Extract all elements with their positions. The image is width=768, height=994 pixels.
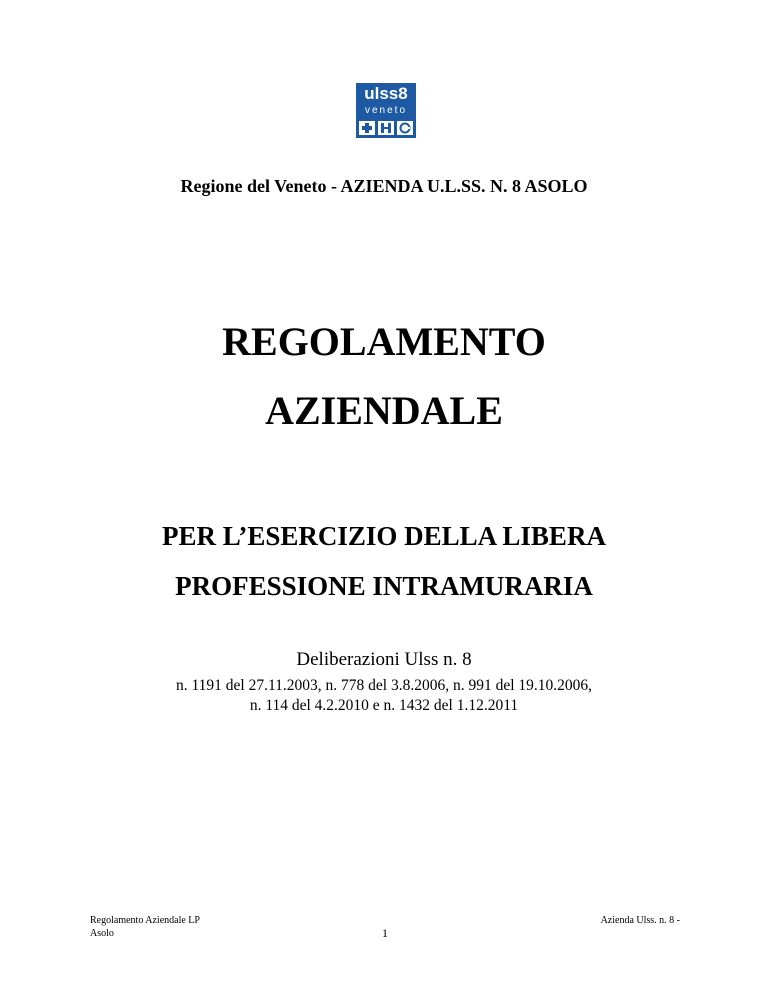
document-subtitle-line-2: PROFESSIONE INTRAMURARIA — [175, 571, 593, 601]
logo-brand-bottom: veneto — [364, 105, 408, 116]
deliberations-heading: Deliberazioni Ulss n. 8 — [296, 649, 472, 670]
document-title-line-1: REGOLAMENTO — [222, 319, 546, 364]
deliberations-line-2: n. 114 del 4.2.2010 e n. 1432 del 1.12.2011 — [249, 697, 519, 714]
logo-brand-top: ulss8 — [364, 84, 408, 103]
region-header: Regione del Veneto - AZIENDA U.L.SS. N. 8 ASOLO — [180, 176, 588, 196]
document-subtitle-line-1: PER L’ESERCIZIO DELLA LIBERA — [162, 521, 606, 551]
document-title-line-2: AZIENDALE — [265, 388, 503, 433]
page-number: 1 — [382, 926, 388, 940]
spiral-icon — [397, 121, 413, 135]
ulss8-logo — [356, 83, 416, 138]
deliberations-line-1: n. 1191 del 27.11.2003, n. 778 del 3.8.2006, n. 991 del 19.10.2006, — [175, 677, 593, 694]
footer-right-text: Azienda Ulss. n. 8 - — [600, 915, 680, 926]
logo-icons — [359, 121, 413, 135]
hospital-icon — [378, 121, 394, 135]
cross-icon — [359, 121, 375, 135]
footer-left-text: Regolamento Aziendale LP Asolo — [90, 915, 200, 939]
